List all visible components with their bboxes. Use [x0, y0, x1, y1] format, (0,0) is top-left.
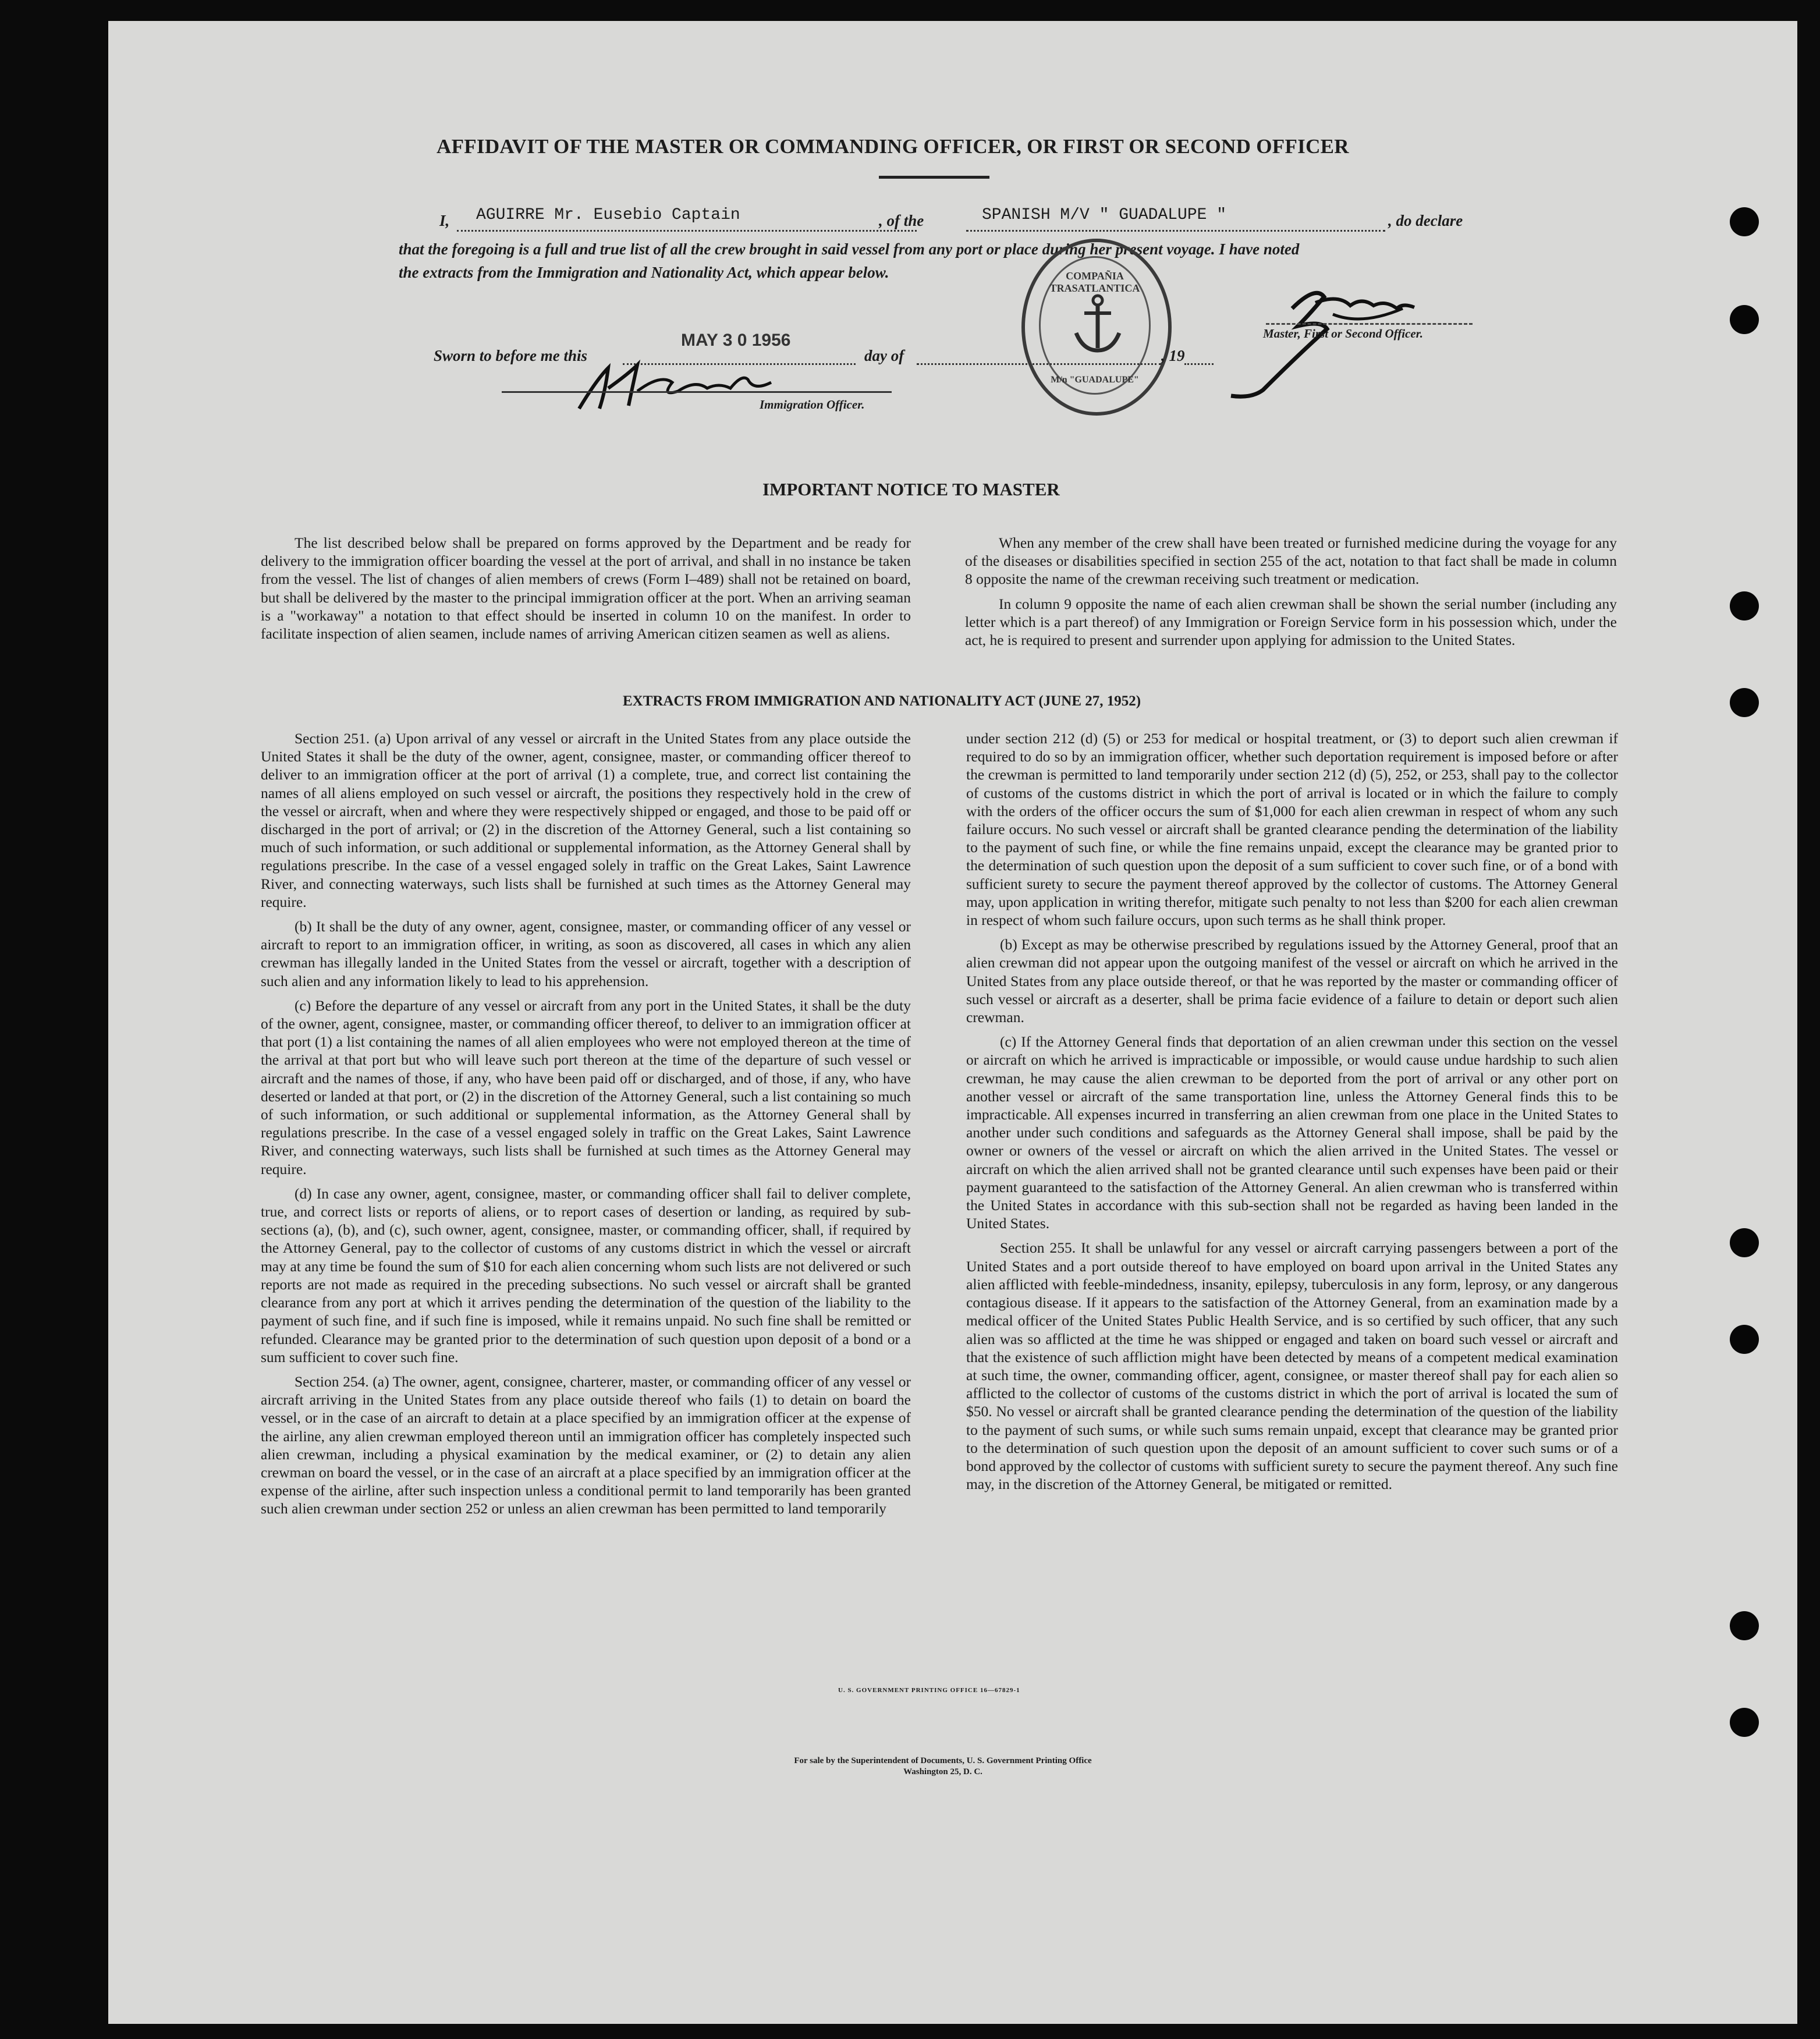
sworn-date-stamp: MAY 3 0 1956: [681, 331, 791, 350]
master-name-line: [457, 230, 917, 232]
affidavit-line-3: the extracts from the Immigration and Nationality Act, which appear below.: [399, 264, 889, 281]
extract-paragraph: (c) Before the departure of any vessel or aircraft from any port in the United States, it shall be the duty of the owner, agent, consignee, master, or commanding officer thereof, to deliver to an immigration officer at that port (1) a list containing the names of all alien employees who were not employed thereon at the time of the arrival at that port but who will leave such port thereon at the time of the departure of such vessel or aircraft and the names of those, if any, who have been paid off or discharged, and of those, if any, who have deserted or landed at that port, or (2) in the discretion of the Attorney General, such a list containing so much of such information, or such additional or supplemental information, as the Attorney General shall by regulations prescribe. In the case of a vessel engaged solely in traffic on the Great Lakes, Saint Lawrence River, and connecting waterways, such lists shall be furnished at such times as the Attorney General may require.: [261, 997, 911, 1178]
master-name: AGUIRRE Mr. Eusebio Captain: [476, 206, 740, 224]
extract-paragraph: (d) In case any owner, agent, consignee, master, or commanding officer shall fail to deliver complete, true, and correct lists or reports of aliens, or to report cases of desertion or landing, as required by sub-sections (a), (b), and (c), such owner, agent, consignee, master, or commanding officer, shall, if required by the Attorney General, pay to the collector of customs of any customs district in which the vessel or aircraft may at any time be found the sum of $10 for each alien concerning whom such lists are not delivered or such reports are not made as required in the preceding subsections. No such vessel or aircraft shall be granted clearance from any port at which it arrives pending the determination of the question of the liability to the payment of such fine, and if such fine is imposed, while it remains unpaid. No such fine shall be remitted or refunded. Clearance may be granted prior to the determination of such question upon deposit of a bond or a sum sufficient to cover such fine.: [261, 1185, 911, 1366]
extract-paragraph: under section 212 (d) (5) or 253 for medical or hospital treatment, or (3) to deport such alien crewman if required to do so by an immigration officer, whether such deportation requirement is imposed before or after the crewman is permitted to land temporarily under section 212 (d) (5), 252, or 253, shall pay to the collector of customs of the customs district in which the port of arrival is located or in which the failure to comply with the orders of the officer occurs the sum of $1,000 for each alien crewman in respect of whom any such failure occurs. No such vessel or aircraft shall be granted clearance pending the determination of the liability to the payment of such fine, or while the fine remains unpaid, except the clearance may be granted prior to the determination of such question upon the deposit of a sum sufficient to cover such fine, or of a bond with sufficient surety to secure the payment thereof approved by the collector of customs. The Attorney General may, upon application in writing therefor, mitigate such penalty to not less than $200 for each alien crewman in respect of whom such failure occurs, upon such terms as he shall think proper.: [966, 730, 1618, 929]
year-line: [1184, 363, 1214, 365]
affidavit-line-2: that the foregoing is a full and true list of all the crew brought in said vessel from any port or place during her present voyage. I have noted: [399, 240, 1300, 258]
printer-mark: U. S. GOVERNMENT PRINTING OFFICE 16—67829-1: [838, 1687, 1020, 1694]
anchor-icon: [1072, 292, 1124, 356]
footer-line-1: For sale by the Superintendent of Documents, U. S. Government Printing Office: [794, 1756, 1092, 1765]
company-seal: [1021, 239, 1172, 416]
sworn-label: Sworn to before me this: [434, 347, 588, 364]
extract-paragraph: (c) If the Attorney General finds that deportation of an alien crewman under this section on the vessel or aircraft on which he arrived is impracticable or impossible, or would cause undue hardship to such alien crewman, he may cause the alien crewman to be deported from the port of arrival or any other port on another vessel or aircraft of the same transportation line, unless the Attorney General finds this to be impracticable. All expenses incurred in transferring an alien crewman from one place in the United States to another under such conditions and safeguards as the Attorney General shall impose, shall be paid by the owner or owners of the vessel or aircraft on which the alien arrived in the United States. The vessel or aircraft on which the alien arrived shall not be granted clearance until such expenses have been paid or their payment guaranteed to the satisfaction of the Attorney General. An alien crewman who is transferred within the United States in accordance with this sub-section shall not be regarded as having been landed in the United States.: [966, 1033, 1618, 1232]
footer: [722, 1756, 1164, 1778]
officer-signature: [573, 356, 789, 414]
title-rule: [879, 176, 989, 179]
do-declare-label: , do declare: [1388, 212, 1463, 229]
vessel-name-line: [966, 230, 1385, 232]
punch-hole: [1730, 1325, 1759, 1354]
day-of-label: day of: [864, 347, 904, 364]
notice-right-column: [965, 534, 1617, 655]
punch-hole: [1730, 207, 1759, 236]
year-label: , 19: [1161, 347, 1185, 364]
of-the-label: , of the: [879, 212, 924, 229]
notice-left-column: [261, 534, 911, 649]
month-line: [917, 363, 1161, 365]
seal-bottom-text: M/n "GUADALUPE": [1051, 375, 1139, 385]
extract-paragraph: Section 254. (a) The owner, agent, consignee, charterer, master, or commanding officer of any vessel or aircraft arriving in the United States from any place outside thereof who fails (1) to detain on board the vessel, or in the case of an aircraft to detain at a place specified by an immigration officer at the expense of the airline, any alien crewman employed thereon until an immigration officer has completely inspected such alien crewman, including a physical examination by the medical examiner, or (2) to detain any alien crewman on board the vessel, or in the case of an aircraft at a place specified by an immigration officer at the expense of the airline, after such inspection unless a conditional permit to land temporarily has been granted such alien crewman under section 252 or unless an alien crewman has been permitted to land temporarily: [261, 1373, 911, 1517]
punch-hole: [1730, 1708, 1759, 1737]
footer-line-2: Washington 25, D. C.: [903, 1767, 982, 1776]
extract-paragraph: Section 255. It shall be unlawful for any vessel or aircraft carrying passengers between a port of the United States and a port outside thereof to have employed on board upon arrival in the United States any alien afflicted with feeble-mindedness, insanity, epilepsy, tuberculosis in any form, leprosy, or any dangerous contagious disease. If it appears to the satisfaction of the Attorney General, from an examination made by a medical officer of the United States Public Health Service, and is so certified by such officer, that any such alien was so afflicted at the time he was shipped or engaged and taken on board such vessel or aircraft and that the existence of such affliction might have been detected by means of a competent medical examination at such time, the owner, commanding officer, agent, consignee, or master thereof shall pay for each alien so afflicted to the collector of customs of the customs district in which the port of arrival is located the sum of $50. No vessel or aircraft shall be granted clearance pending the determination of the question of the liability to the payment of such sums, or while such sums remain unpaid, except that clearance may be granted prior to the determination of such question upon the deposit of an amount sufficient to cover such sums or of a bond approved by the collector of customs with sufficient surety to secure the payment thereof. Any such fine may, in the discretion of the Attorney General, be mitigated or remitted.: [966, 1239, 1618, 1493]
page-title: AFFIDAVIT OF THE MASTER OR COMMANDING OFFICER, OR FIRST OR SECOND OFFICER: [437, 135, 1349, 158]
seal-top-text: COMPAÑIA TRASATLANTICA: [1049, 270, 1140, 294]
extracts-title: EXTRACTS FROM IMMIGRATION AND NATIONALITY ACT (JUNE 27, 1952): [623, 693, 1141, 709]
extracts-left-column: [261, 729, 911, 1524]
notice-paragraph: In column 9 opposite the name of each alien crewman shall be shown the serial number (including any letter which is a part thereof) of any Immigration or Foreign Service form in his possession which, under the act, he is required to present and surrender upon applying for admission to the United States.: [965, 595, 1617, 649]
extract-paragraph: (b) It shall be the duty of any owner, agent, consignee, master, or commanding officer of any vessel or aircraft to report to an immigration officer, in writing, as soon as discovered, all cases in which any alien crewman has illegally landed in the United States from the vessel or aircraft, together with a description of such alien and any information likely to lead to his apprehension.: [261, 918, 911, 990]
extract-paragraph: Section 251. (a) Upon arrival of any vessel or aircraft in the United States from any place outside the United States it shall be the duty of the owner, agent, consignee, master, or commanding officer thereof to deliver to an immigration officer at the port of arrival (1) a complete, true, and correct list containing the names of all aliens employed on such vessel or aircraft, the positions they respectively hold in the crew of the vessel or aircraft, when and where they were respectively shipped or engaged, and those to be paid off or discharged in the port of arrival; or (2) in the discretion of the Attorney General, such a list containing so much of such information, or such additional or supplemental information, as the Attorney General shall by regulations prescribe. In the case of a vessel engaged solely in traffic on the Great Lakes, Saint Lawrence River, and connecting waterways, such lists shall be furnished at such times as the Attorney General may require.: [261, 730, 911, 910]
master-signature-line: [1266, 323, 1473, 325]
punch-hole: [1730, 305, 1759, 334]
vessel-name: SPANISH M/V " GUADALUPE ": [982, 206, 1227, 224]
punch-hole: [1730, 688, 1759, 717]
notice-paragraph: The list described below shall be prepared on forms approved by the Department and be ready for delivery to the immigration officer boarding the vessel at the port of arrival, and shall in no instance be taken from the vessel. The list of changes of alien members of crews (Form I–489) shall not be retained on board, but shall be delivered by the master to the principal immigration officer at the port. When an arriving seaman is a "workaway" a notation to that effect should be inserted in column 10 on the manifest. In order to facilitate inspection of alien seamen, include names of arriving American citizen seamen as well as aliens.: [261, 534, 911, 643]
punch-hole: [1730, 591, 1759, 620]
notice-title: IMPORTANT NOTICE TO MASTER: [762, 479, 1060, 499]
extract-paragraph: (b) Except as may be otherwise prescribed by regulations issued by the Attorney General, proof that an alien crewman did not appear upon the outgoing manifest of the vessel or aircraft on which he arrived in the United States from any place outside thereof, or that he was reported by the master or commanding officer of such vessel or aircraft as a deserter, shall be prima facie evidence of a failure to detain or deport such alien crewman.: [966, 936, 1618, 1026]
extracts-right-column: [966, 729, 1618, 1499]
notice-paragraph: When any member of the crew shall have been treated or furnished medicine during the voyage for any of the diseases or disabilities specified in section 255 of the act, notation to that fact shall be made in column 8 opposite the name of the crewman receiving such treatment or medication.: [965, 534, 1617, 588]
punch-hole: [1730, 1228, 1759, 1257]
punch-hole: [1730, 1611, 1759, 1640]
i-label: I,: [439, 212, 450, 229]
officer-signature-line: [502, 391, 892, 393]
officer-role-label: Immigration Officer.: [760, 398, 865, 412]
master-role-label: Master, First or Second Officer.: [1263, 327, 1423, 341]
